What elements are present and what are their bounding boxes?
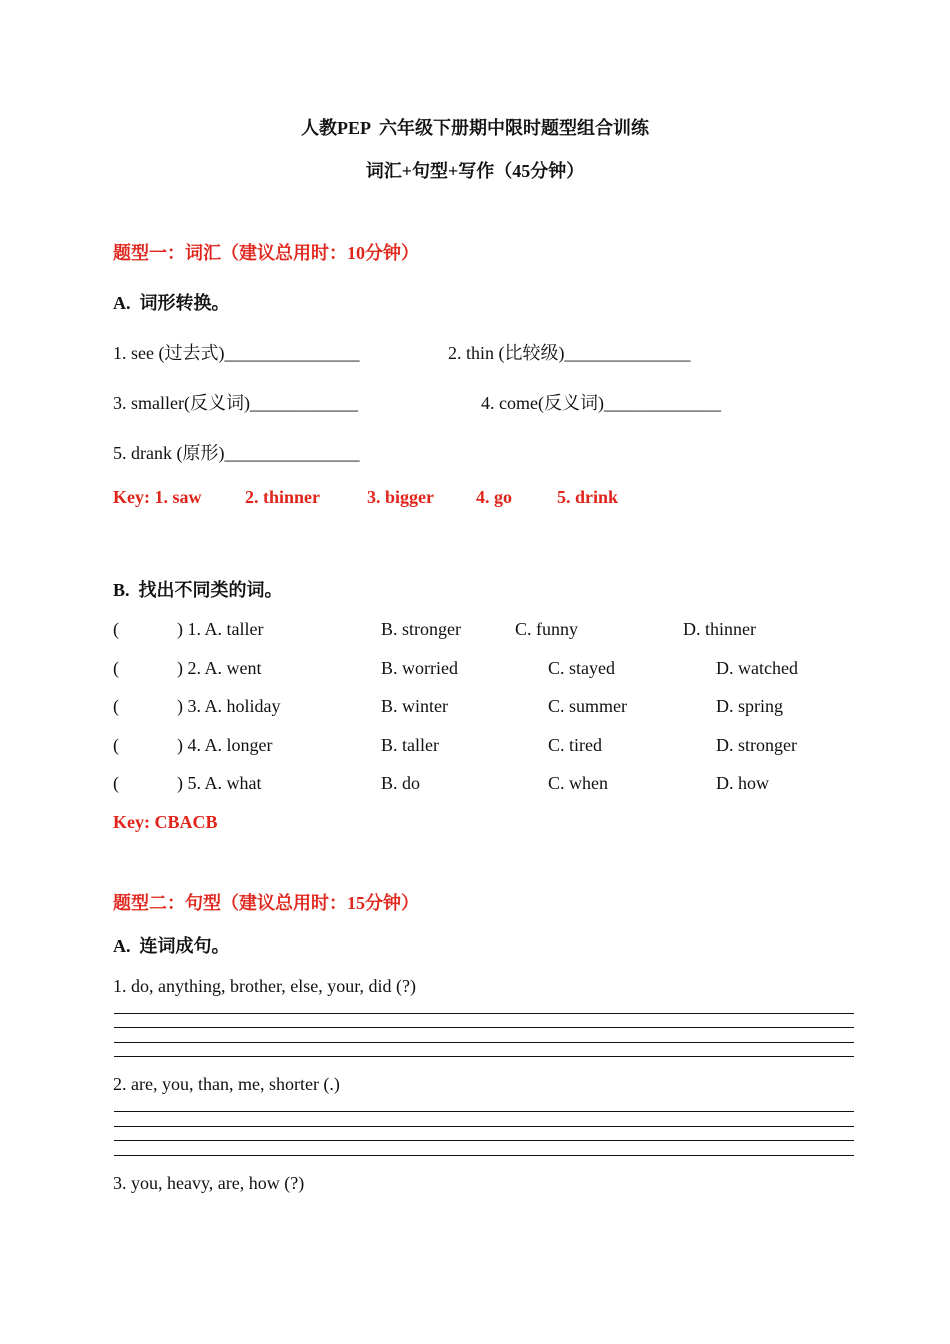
partA-key-2: 2. thinner (245, 487, 321, 507)
partA-key-3: 3. bigger (367, 487, 434, 507)
word-form-item-5: 5. drank (原形)_______________ (113, 443, 360, 463)
question-stem: ) 5. A. what (177, 773, 262, 793)
section2-partA-heading: A. 连词成句。 (113, 936, 230, 956)
option-b: B. winter (381, 696, 448, 716)
question-bracket: ( (113, 658, 119, 678)
section2-heading: 题型二：句型（建议总用时：15分钟） (113, 893, 419, 913)
page-title: 人教PEP 六年级下册期中限时题型组合训练 (300, 118, 649, 138)
answer-line[interactable] (114, 1013, 854, 1014)
word-form-item-1: 1. see (过去式)_______________ (113, 343, 360, 363)
answer-line[interactable] (114, 1155, 854, 1156)
section1-heading: 题型一：词汇（建议总用时：10分钟） (113, 243, 419, 263)
answer-line[interactable] (114, 1027, 854, 1028)
answer-line[interactable] (114, 1126, 854, 1127)
answer-line[interactable] (114, 1111, 854, 1112)
question-bracket: ( (113, 773, 119, 793)
sentence-item-3: 3. you, heavy, are, how (?) (113, 1173, 305, 1193)
sentence-item-1: 1. do, anything, brother, else, your, did (?) (113, 976, 416, 996)
partB-key: Key: CBACB (113, 812, 218, 832)
option-d: D. watched (716, 658, 798, 678)
option-b: B. worried (381, 658, 458, 678)
option-d: D. stronger (716, 735, 797, 755)
word-form-item-4: 4. come(反义词)_____________ (481, 393, 721, 413)
option-d: D. how (716, 773, 769, 793)
question-stem: ) 4. A. longer (177, 735, 273, 755)
answer-line[interactable] (114, 1140, 854, 1141)
option-c: C. summer (548, 696, 627, 716)
page-subtitle: 词汇+句型+写作（45分钟） (365, 161, 585, 181)
option-c: C. stayed (548, 658, 615, 678)
option-d: D. spring (716, 696, 783, 716)
word-form-item-3: 3. smaller(反义词)____________ (113, 393, 358, 413)
sentence-item-2: 2. are, you, than, me, shorter (.) (113, 1074, 340, 1094)
section1-partA-heading: A. 词形转换。 (113, 293, 230, 313)
option-c: C. tired (548, 735, 602, 755)
option-c: C. when (548, 773, 608, 793)
question-stem: ) 1. A. taller (177, 619, 264, 639)
question-stem: ) 2. A. went (177, 658, 262, 678)
option-c: C. funny (515, 619, 578, 639)
option-b: B. taller (381, 735, 439, 755)
partA-key-1: Key: 1. saw (113, 487, 202, 507)
option-b: B. do (381, 773, 421, 793)
word-form-item-2: 2. thin (比较级)______________ (448, 343, 691, 363)
partA-key-5: 5. drink (557, 487, 619, 507)
answer-line[interactable] (114, 1056, 854, 1057)
partA-key-4: 4. go (476, 487, 512, 507)
question-stem: ) 3. A. holiday (177, 696, 281, 716)
option-d: D. thinner (683, 619, 756, 639)
question-bracket: ( (113, 619, 119, 639)
answer-line[interactable] (114, 1042, 854, 1043)
option-b: B. stronger (381, 619, 461, 639)
section1-partB-heading: B. 找出不同类的词。 (113, 580, 283, 600)
question-bracket: ( (113, 696, 119, 716)
question-bracket: ( (113, 735, 119, 755)
